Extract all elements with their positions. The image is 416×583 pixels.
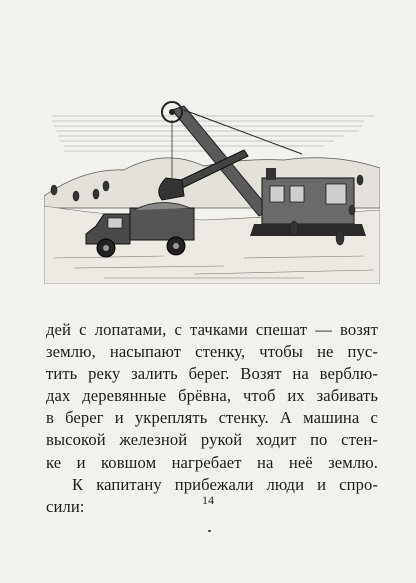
text-line: землю, насыпают стенку, чтобы не пус- [46, 342, 378, 362]
text-line: дах деревянные брёвна, чтоб их забивать [46, 386, 378, 406]
body-text [46, 319, 378, 518]
text-line: ке и ковшом нагребает на неё землю. [46, 452, 378, 472]
text-line: сили: [46, 496, 85, 516]
text-line: высокой железной рукой ходит по стен- [46, 430, 378, 450]
text-line: тить реку залить берег. Возят на верблю- [46, 364, 378, 384]
print-speck [208, 530, 211, 532]
text-line: К капитану прибежали люди и спро- [72, 474, 378, 494]
page-number: 14 [202, 493, 214, 507]
text-line: в берег и укреплять стенку. А машина с [46, 408, 378, 428]
excavator-illustration [44, 98, 380, 284]
text-line: дей с лопатами, с тачками спешат — возят [46, 320, 378, 339]
